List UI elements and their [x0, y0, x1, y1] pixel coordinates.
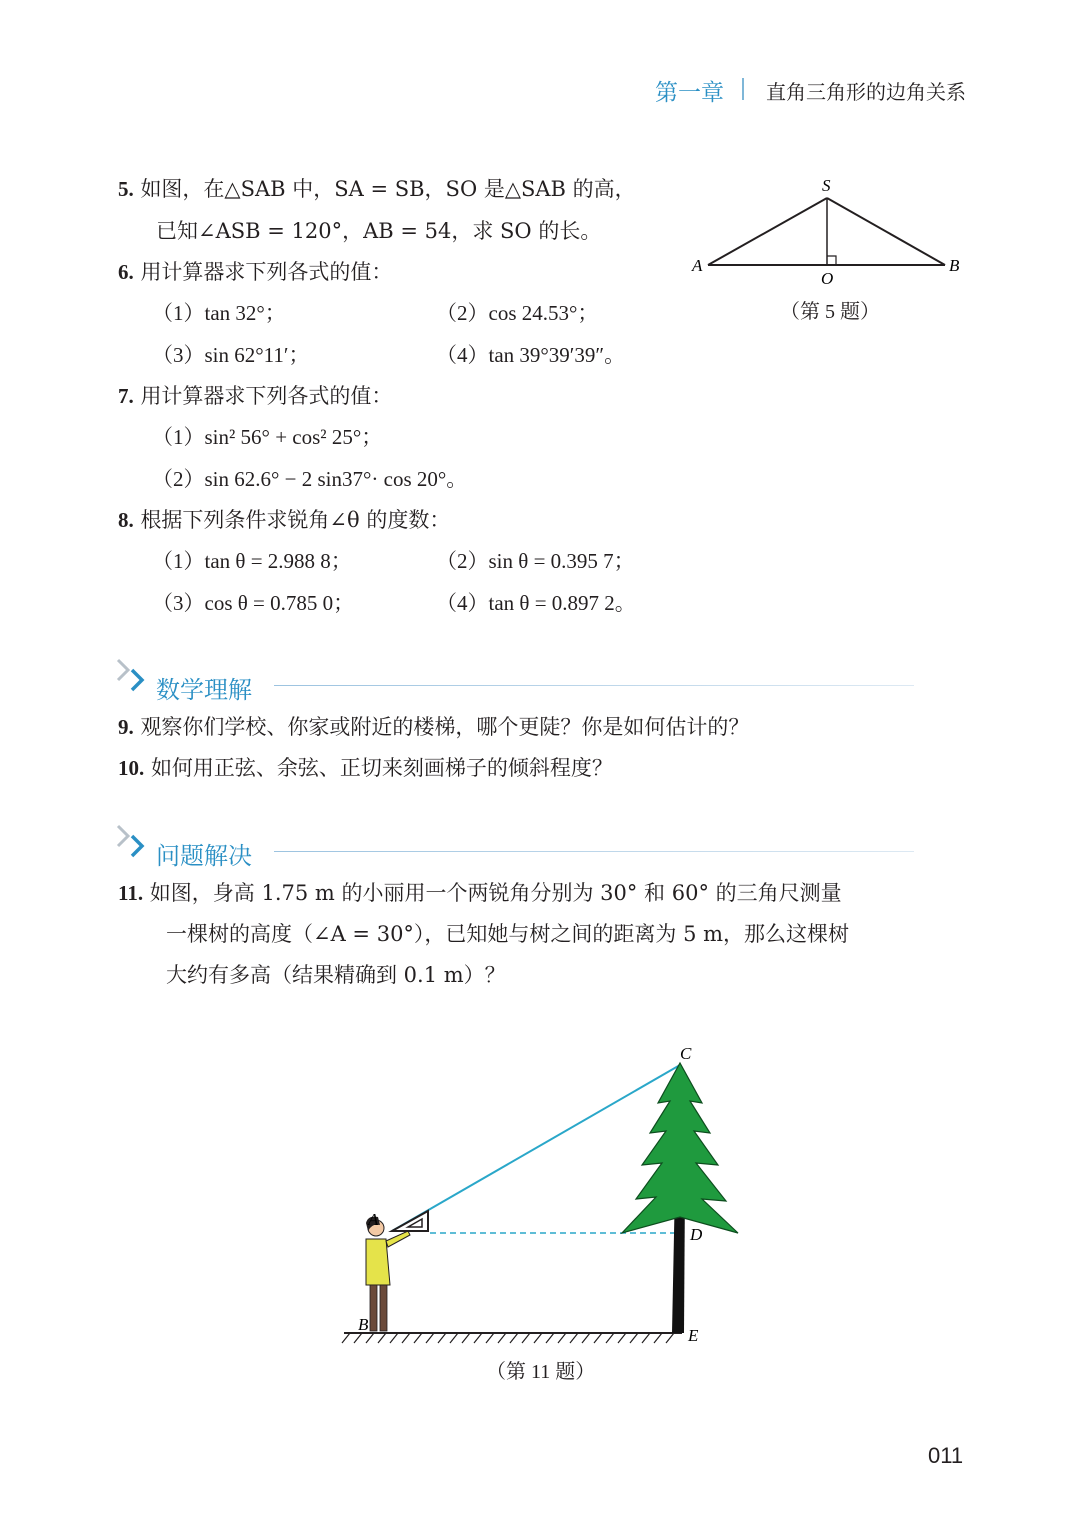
- problem-6-item: （1）tan 32°；: [152, 301, 286, 325]
- problem-5: [118, 174, 636, 204]
- chevron-right-icon: [114, 822, 154, 862]
- problem-8-item: （4）tan θ = 0.897 2。: [436, 591, 636, 615]
- problem-7-item: （1）sin² 56° + cos² 25°；: [152, 425, 383, 449]
- problem-text: 如图，在△SAB 中，SA = SB，SO 是△SAB 的高，: [140, 177, 636, 201]
- label-a: A: [692, 256, 703, 275]
- section-divider: [274, 851, 914, 852]
- figure-11-caption: （第 11 题）: [486, 1361, 596, 1383]
- problem-8-item: （2）sin θ = 0.395 7；: [436, 549, 635, 573]
- problem-6-item: （2）cos 24.53°；: [436, 301, 599, 325]
- problem-text: 观察你们学校、你家或附近的楼梯，哪个更陡？你是如何估计的？: [140, 715, 750, 739]
- right-angle-mark: [827, 256, 836, 265]
- chevron-right-icon: [114, 656, 154, 696]
- section-divider: [274, 685, 914, 686]
- label-d: D: [690, 1225, 703, 1244]
- page-number: 011: [928, 1443, 964, 1468]
- problem-5-line2: 已知∠ASB = 120°，AB = 54，求 SO 的长。: [156, 219, 602, 243]
- problem-8-item: （1）tan θ = 2.988 8；: [152, 549, 352, 573]
- problem-text: 用计算器求下列各式的值：: [140, 260, 393, 284]
- problem-number: 11.: [118, 881, 144, 905]
- set-square: [392, 1211, 428, 1231]
- side-sa: [708, 198, 827, 265]
- label-c: C: [680, 1044, 692, 1063]
- ground-hatching: [342, 1333, 674, 1343]
- line-of-sight-ac: [392, 1065, 680, 1231]
- chapter-title: 直角三角形的边角关系: [766, 80, 966, 104]
- problem-number: 7.: [118, 384, 134, 408]
- problem-number: 6.: [118, 260, 134, 284]
- problem-text: 用计算器求下列各式的值：: [140, 384, 393, 408]
- problem-number: 5.: [118, 177, 134, 201]
- label-o: O: [821, 269, 834, 288]
- label-b: B: [358, 1315, 369, 1334]
- side-sb: [827, 198, 945, 265]
- problem-text: 如何用正弦、余弦、正切来刻画梯子的倾斜程度？: [150, 756, 613, 780]
- label-b: B: [949, 256, 960, 275]
- problem-6-item: （4）tan 39°39′39″。: [436, 343, 626, 367]
- chapter-label: 第一章: [655, 80, 724, 106]
- problem-11-line3: 大约有多高（结果精确到 0.1 m）？: [166, 963, 506, 987]
- problem-7: [118, 381, 392, 411]
- problem-8-item: （3）cos θ = 0.785 0；: [152, 591, 355, 615]
- problem-number: 9.: [118, 715, 134, 739]
- label-s: S: [822, 176, 831, 195]
- problem-9: [118, 712, 749, 742]
- problem-8: [118, 505, 450, 535]
- problem-11-line2: 一棵树的高度（∠A = 30°），已知她与树之间的距离为 5 m，那么这棵树: [166, 922, 850, 946]
- figure-5-caption: （第 5 题）: [780, 301, 880, 323]
- header-divider: [742, 78, 744, 100]
- problem-6: [118, 257, 392, 287]
- problem-11: [118, 878, 842, 908]
- label-a: A: [368, 1210, 379, 1229]
- section-title-understanding: 数学理解: [156, 676, 252, 704]
- problem-text: 如图，身高 1.75 m 的小丽用一个两锐角分别为 30° 和 60° 的三角尺测量: [149, 881, 842, 905]
- problem-7-item: （2）sin 62.6° − 2 sin37°· cos 20°。: [152, 467, 468, 491]
- girl-figure: [366, 1217, 410, 1331]
- section-title-solving: 问题解决: [156, 842, 252, 870]
- problem-number: 10.: [118, 756, 145, 780]
- problem-number: 8.: [118, 508, 134, 532]
- problem-10: [118, 753, 613, 783]
- label-e: E: [688, 1326, 699, 1345]
- problem-6-item: （3）sin 62°11′；: [152, 343, 310, 367]
- problem-text: 根据下列条件求锐角∠θ 的度数：: [140, 508, 451, 532]
- figure-5-triangle: [690, 172, 970, 292]
- figure-11-tree-measurement: [330, 1035, 750, 1355]
